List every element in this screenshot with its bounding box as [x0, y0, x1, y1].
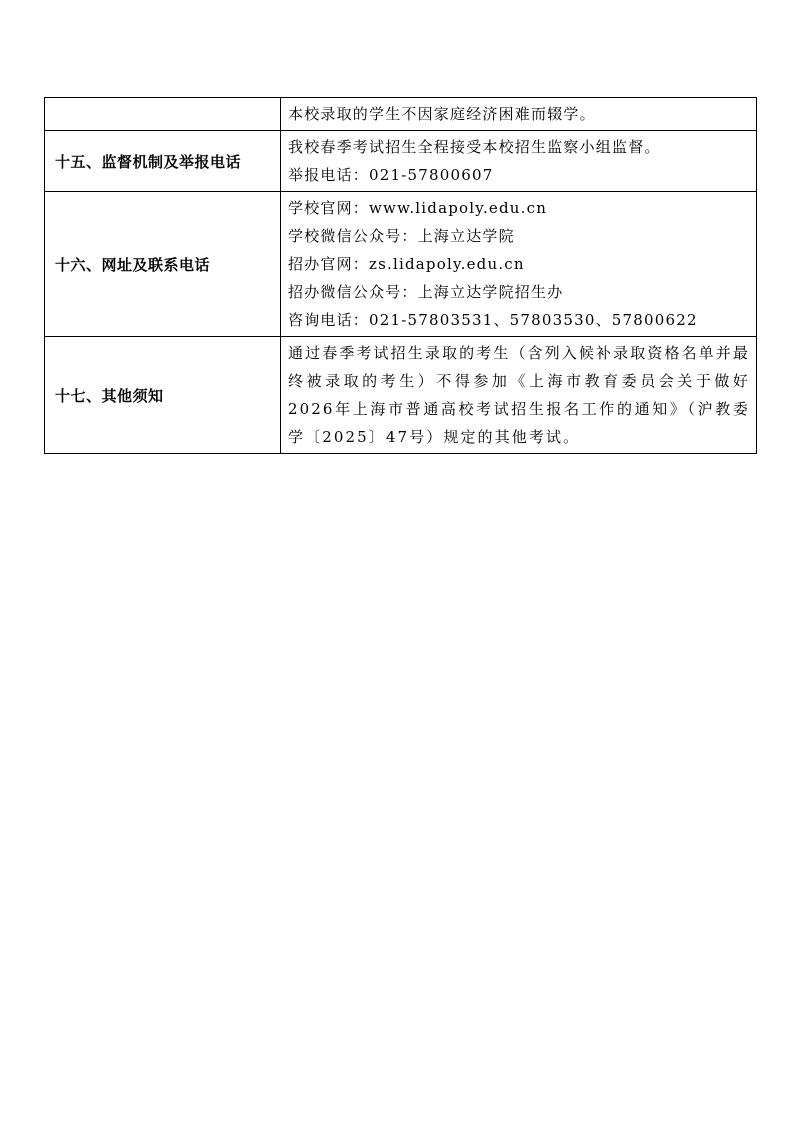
row-content-contact	[281, 192, 757, 337]
content-line: 本校录取的学生不因家庭经济困难而辍学。	[288, 105, 596, 123]
admissions-wechat-line: 招办微信公众号：上海立达学院招生办	[288, 283, 564, 301]
row-content-no-discontinue	[281, 98, 757, 131]
report-phone-line: 举报电话：021-57800607	[288, 166, 494, 184]
row-label-supervision: 十五、监督机制及举报电话	[45, 131, 281, 192]
table-row-contact	[45, 192, 757, 337]
consult-phone-line: 咨询电话：021-57803531、57803530、57800622	[288, 311, 698, 329]
content-line: 我校春季考试招生全程接受本校招生监察小组监督。	[288, 138, 661, 156]
admissions-website-line: 招办官网：zs.lidapoly.edu.cn	[288, 255, 525, 273]
row-content-other-notes	[281, 337, 757, 454]
row-label-empty	[45, 98, 281, 131]
table-row-other-notes	[45, 337, 757, 454]
table-row-no-discontinue	[45, 98, 757, 131]
school-website-line: 学校官网：www.lidapoly.edu.cn	[288, 199, 548, 217]
other-notes-paragraph: 通过春季考试招生录取的考生（含列入候补录取资格名单并最终被录取的考生）不得参加《上海市教育委员会关于做好2026年上海市普通高校考试招生报名工作的通知》（沪教委学〔2025〕47号）规定的其他考试。	[288, 344, 750, 446]
row-label-other-notes: 十七、其他须知	[45, 337, 281, 454]
row-label-contact: 十六、网址及联系电话	[45, 192, 281, 337]
row-content-supervision	[281, 131, 757, 192]
table-row-supervision	[45, 131, 757, 192]
admission-info-table	[44, 97, 757, 454]
school-wechat-line: 学校微信公众号：上海立达学院	[288, 227, 515, 245]
